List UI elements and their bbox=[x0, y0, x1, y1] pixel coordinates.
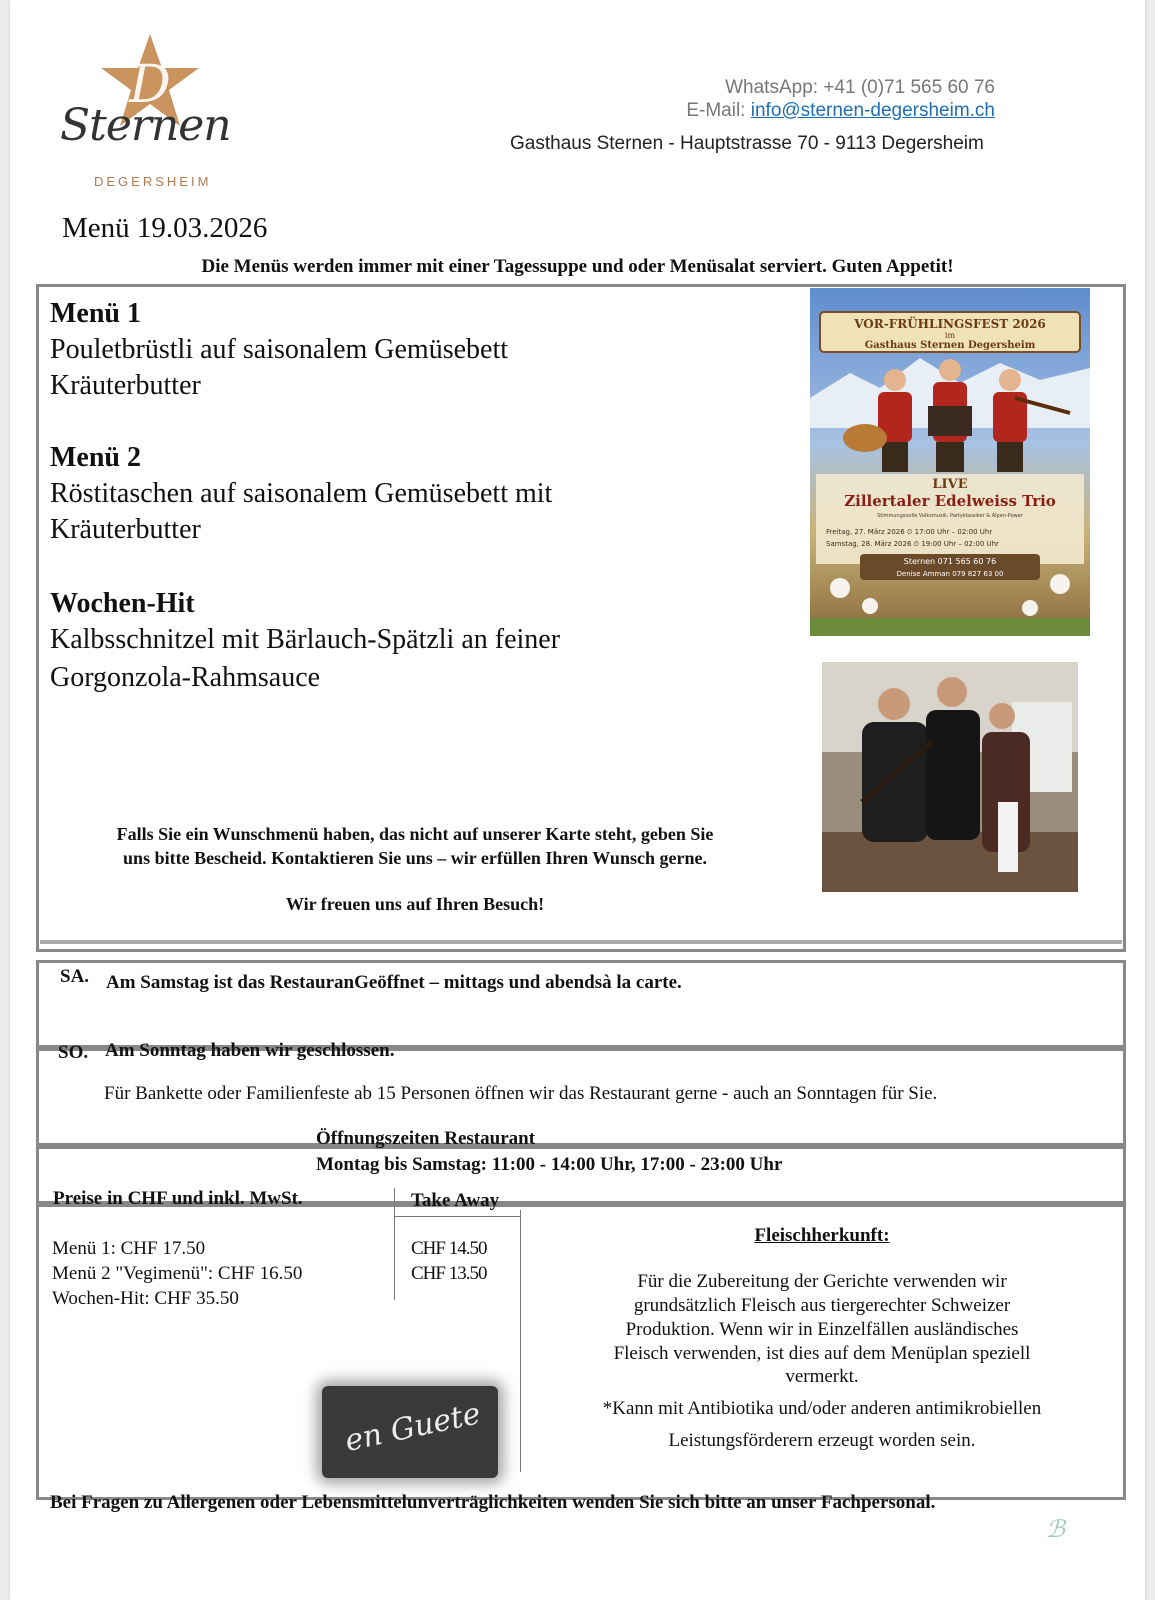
whatsapp-contact: WhatsApp: +41 (0)71 565 60 76 bbox=[725, 77, 995, 98]
price-header-rule bbox=[394, 1216, 520, 1217]
menu1-title: Menü 1 bbox=[50, 298, 141, 329]
menu2-line2: Kräuterbutter bbox=[50, 514, 201, 545]
poster-date2: Samstag, 28. März 2026 ⏲ 19:00 Uhr – 02:00 Uhr bbox=[826, 540, 999, 548]
hours-title: Öffnungszeiten Restaurant bbox=[316, 1128, 536, 1149]
meat-line-7: Leistungsförderern erzeugt worden sein. bbox=[668, 1430, 976, 1451]
email-label: E-Mail: bbox=[686, 100, 751, 121]
meat-line-2: grundsätzlich Fleisch aus tiergerechter Schweizer bbox=[633, 1295, 1011, 1316]
menu-date-title: Menü 19.03.2026 bbox=[62, 212, 268, 244]
poster-phone2: Denise Amman 079 827 63 00 bbox=[896, 570, 1004, 578]
menu-page bbox=[10, 0, 1145, 1600]
team-photo bbox=[822, 662, 1078, 892]
sunday-text: Am Sonntag haben wir geschlossen. bbox=[105, 1040, 395, 1061]
poster-banner: VOR-FRÜHLINGSFEST 2026 bbox=[854, 317, 1046, 331]
menu2-title: Menü 2 bbox=[50, 442, 141, 473]
hours-times: Montag bis Samstag: 11:00 - 14:00 Uhr, 17:00 - 23:00 Uhr bbox=[316, 1154, 783, 1175]
poster-date1: Freitag, 27. März 2026 ⏲ 17:00 Uhr – 02:00 Uhr bbox=[826, 528, 993, 536]
sunday-note: Für Bankette oder Familienfeste ab 15 Personen öffnen wir das Restaurant gerne - auch an Sonntagen für Sie. bbox=[104, 1083, 938, 1104]
logo-name: Sternen bbox=[60, 100, 231, 151]
poster-band: Zillertaler Edelweiss Trio bbox=[844, 492, 1056, 510]
menu1-line1: Pouletbrüstli auf saisonalem Gemüsebett bbox=[50, 334, 509, 365]
weekly-hit-line1: Kalbsschnitzel mit Bärlauch-Spätzli an feiner bbox=[50, 624, 561, 655]
meat-line-6: *Kann mit Antibiotika und/oder anderen antimikrobiellen bbox=[602, 1398, 1042, 1419]
welcome-text: Wir freuen uns auf Ihren Besuch! bbox=[285, 894, 545, 914]
poster-banner-im: im bbox=[944, 331, 956, 340]
takeaway-row-2: CHF 13.50 bbox=[411, 1263, 487, 1284]
svg-text:D: D bbox=[129, 55, 171, 115]
meat-line-5: vermerkt. bbox=[785, 1366, 859, 1387]
weekly-hit-line2: Gorgonzola-Rahmsauce bbox=[50, 662, 321, 693]
wish-note-line1: Falls Sie ein Wunschmenü haben, das nicht auf unserer Karte steht, geben Sie bbox=[116, 824, 714, 844]
corner-logo-icon: ℬ bbox=[1046, 1515, 1065, 1543]
email-contact bbox=[686, 100, 995, 122]
sunday-label: SO. bbox=[58, 1042, 89, 1063]
en-guete-sign bbox=[322, 1386, 498, 1478]
price-row-1: Menü 1: CHF 17.50 bbox=[52, 1238, 206, 1259]
en-guete-text: en Guete bbox=[341, 1396, 484, 1459]
saturday-label: SA. bbox=[60, 966, 90, 987]
event-poster bbox=[810, 288, 1090, 636]
price-header: Preise in CHF und inkl. MwSt. bbox=[53, 1188, 303, 1209]
price-right-divider bbox=[520, 1210, 521, 1472]
address: Gasthaus Sternen - Hauptstrasse 70 - 9113 Degersheim bbox=[510, 133, 984, 154]
allergen-footer: Bei Fragen zu Allergenen oder Lebensmittelunverträglichkeiten wenden Sie sich bitte an unser Fachpersonal. bbox=[50, 1492, 936, 1513]
poster-phone1: Sternen 071 565 60 76 bbox=[903, 557, 997, 566]
menu1-line2: Kräuterbutter bbox=[50, 370, 201, 401]
price-column-divider bbox=[394, 1188, 395, 1300]
price-row-3: Wochen-Hit: CHF 35.50 bbox=[52, 1288, 239, 1309]
meat-line-1: Für die Zubereitung der Gerichte verwenden wir bbox=[637, 1271, 1007, 1292]
takeaway-header: Take Away bbox=[411, 1190, 500, 1211]
poster-live: LIVE bbox=[932, 477, 968, 492]
saturday-text: Am Samstag ist das RestauranGeöffnet – mittags und abendsà la carte. bbox=[106, 972, 682, 993]
intro-text: Die Menüs werden immer mit einer Tagessuppe und oder Menüsalat serviert. Guten Appetit! bbox=[201, 256, 954, 277]
meat-origin-title: Fleischherkunft: bbox=[754, 1225, 890, 1246]
wish-note-line2: uns bitte Bescheid. Kontaktieren Sie uns – wir erfüllen Ihren Wunsch gerne. bbox=[123, 848, 707, 868]
logo-subtitle: DEGERSHEIM bbox=[94, 174, 212, 189]
meat-line-3: Produktion. Wenn wir in Einzelfällen ausländisches bbox=[625, 1319, 1019, 1340]
divider bbox=[40, 940, 1122, 944]
poster-tagline: Stimmungsvolle Volksmusik, Partyklassiker & Alpen-Power bbox=[877, 513, 1023, 519]
takeaway-row-1: CHF 14.50 bbox=[411, 1238, 487, 1259]
meat-line-4: Fleisch verwenden, ist dies auf dem Menüplan speziell bbox=[613, 1343, 1031, 1364]
email-link[interactable]: info@sternen-degersheim.ch bbox=[750, 100, 995, 121]
poster-banner-sub: Gasthaus Sternen Degersheim bbox=[864, 340, 1036, 351]
weekly-hit-title: Wochen-Hit bbox=[50, 588, 195, 619]
menu2-line1: Röstitaschen auf saisonalem Gemüsebett mit bbox=[50, 478, 553, 509]
price-row-2: Menü 2 "Vegimenü": CHF 16.50 bbox=[52, 1263, 303, 1284]
